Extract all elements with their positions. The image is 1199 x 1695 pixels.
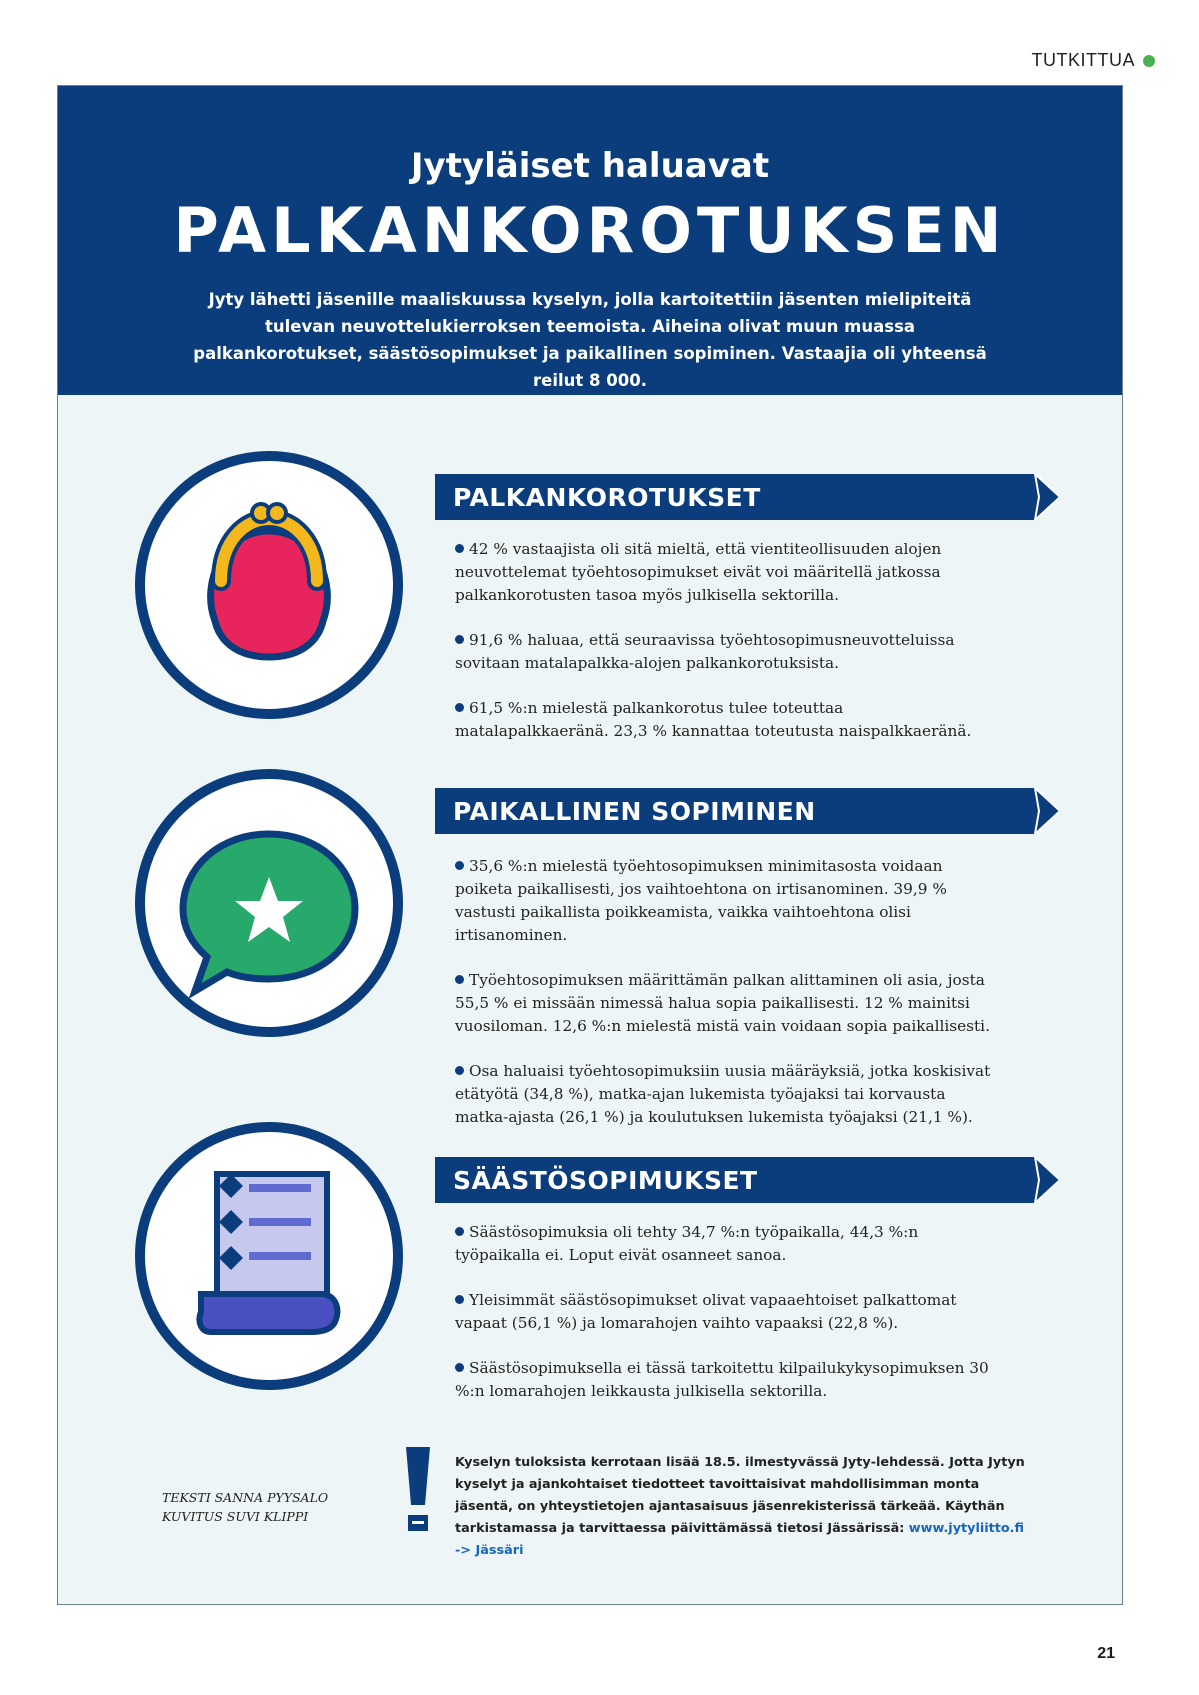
section-tag — [1032, 50, 1156, 71]
bullet-icon — [455, 703, 464, 712]
section-banner — [435, 474, 1060, 520]
list-item: 91,6 % haluaa, että seuraavissa työehtosopimusneuvotteluissa sovitaan matalapalkka-alojen palkankorotuksista. — [455, 631, 955, 672]
bullet-icon — [455, 861, 464, 870]
exclamation-icon — [403, 1447, 433, 1533]
bullet-list — [455, 538, 1000, 765]
section-icon-circle — [135, 451, 403, 719]
list-item: 61,5 %:n mielestä palkankorotus tulee toteuttaa matalapalkkaeränä. 23,3 % kannattaa toteutusta naispalkkaeränä. — [455, 699, 972, 740]
section-heading: PAIKALLINEN SOPIMINEN — [453, 797, 816, 826]
section-heading: PALKANKOROTUKSET — [453, 483, 761, 512]
section-tag-label: TUTKITTUA — [1031, 50, 1135, 70]
bullet-list — [455, 1221, 1000, 1425]
hero-title: PALKANKOROTUKSEN — [173, 194, 1007, 267]
bullet-icon — [455, 1363, 464, 1372]
section-icon-circle — [135, 1122, 403, 1390]
list-item: Osa haluaisi työehtosopimuksiin uusia määräyksiä, jotka koskisivat etätyötä (34,8 %), matka-ajan lukemista työajaksi tai korvausta matka-ajasta (26,1 %) ja koulutuksen lukemista työajaksi (21,1 %). — [455, 1062, 991, 1126]
list-item: Työehtosopimuksen määrittämän palkan alittaminen oli asia, josta 55,5 % ei missään nimessä halua sopia paikallisesti. 12 % mainitsi vuosiloman. 12,6 %:n mielestä mistä vain voidaan sopia paikallisesti. — [455, 971, 990, 1035]
bullet-icon — [455, 1066, 464, 1075]
list-item: 35,6 %:n mielestä työehtosopimuksen minimitasosta voidaan poiketa paikallisesti, jos vaihtoehtona on irtisanominen. 39,9 % vastusti paikallista poikkeamista, vaikka vaihtoehtona olisi irtisanominen. — [455, 857, 947, 944]
credit-text: TEKSTI SANNA PYYSALO — [162, 1490, 329, 1505]
document-scroll-icon — [145, 1132, 393, 1380]
bullet-icon — [455, 544, 464, 553]
star-speech-bubble-icon — [145, 779, 393, 1027]
green-dot-icon — [1143, 55, 1155, 67]
section-banner — [435, 788, 1060, 834]
notice-text — [455, 1452, 1025, 1562]
page-number: 21 — [1097, 1645, 1115, 1662]
jassari-link[interactable]: www.jytyliitto.fi -> Jässäri — [455, 1521, 1025, 1558]
list-item: Säästösopimuksia oli tehty 34,7 %:n työpaikalla, 44,3 %:n työpaikalla ei. Loput eivät osanneet sanoa. — [455, 1223, 919, 1264]
bullet-icon — [455, 1227, 464, 1236]
list-item: 42 % vastaajista oli sitä mieltä, että vientiteollisuuden alojen neuvottelemat työehtosopimukset eivät voi määritellä jatkossa palkankorotusten tasoa myös julkisella sektorilla. — [455, 540, 942, 604]
bullet-icon — [455, 635, 464, 644]
credit-illustration: KUVITUS SUVI KLIPPI — [162, 1509, 309, 1524]
coin-purse-icon — [145, 461, 393, 709]
credits — [162, 1488, 328, 1526]
hero-kicker: Jytyläiset haluavat — [410, 146, 770, 186]
bullet-icon — [455, 975, 464, 984]
list-item: Säästösopimuksella ei tässä tarkoitettu kilpailukykysopimuksen 30 %:n lomarahojen leikkausta julkisella sektorilla. — [455, 1359, 989, 1400]
list-item: Yleisimmät säästösopimukset olivat vapaaehtoiset palkattomat vapaat (56,1 %) ja lomarahojen vaihto vapaaksi (22,8 %). — [455, 1291, 957, 1332]
hero-banner — [58, 86, 1122, 395]
hero-intro: Jyty lähetti jäsenille maaliskuussa kyselyn, jolla kartoitettiin jäsenten mielipiteitä tulevan neuvottelukierroksen teemoista. Aiheina olivat muun muassa palkankorotukset, säästösopimukset ja paikallinen sopiminen. Vastaajia oli yhteensä reilut 8 000. — [193, 290, 987, 390]
bullet-list — [455, 855, 1000, 1151]
section-icon-circle — [135, 769, 403, 1037]
section-banner — [435, 1157, 1060, 1203]
notice-body: Kyselyn tuloksista kerrotaan lisää 18.5. ilmestyvässä Jyty-lehdessä. Jotta Jytyn kyselyt ja ajankohtaiset tiedotteet tavoittaisivat mahdollisimman monta jäsentä, on yhteystietojen ajantasaisuus jäsenrekisterissä tärkeää. Käythän tarkistamassa ja tarvittaessa päivittämässä tietosi Jässärissä: — [455, 1455, 1025, 1536]
section-heading: SÄÄSTÖSOPIMUKSET — [453, 1166, 758, 1195]
bullet-icon — [455, 1295, 464, 1304]
